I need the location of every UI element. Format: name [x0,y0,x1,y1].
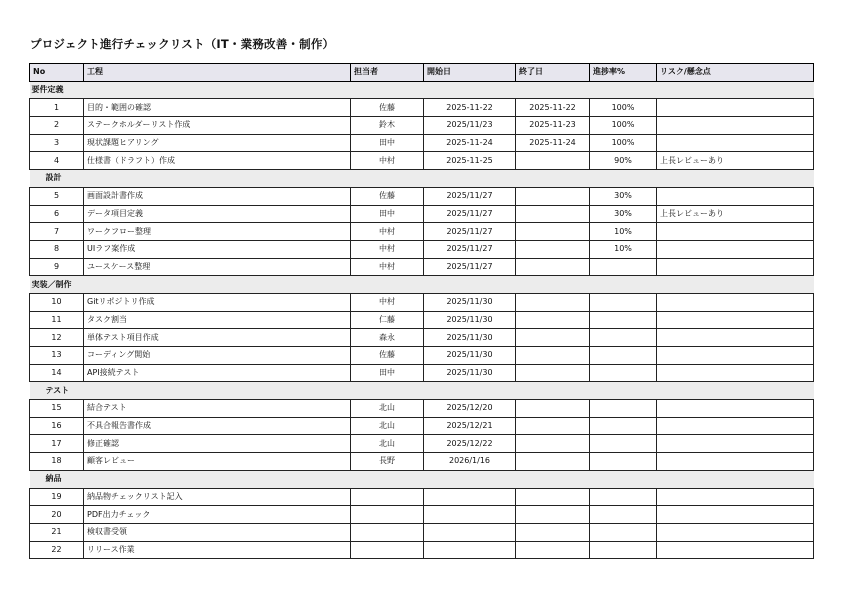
cell-progress[interactable] [590,488,657,506]
table-row [30,488,814,506]
cell-no[interactable]: 14 [30,364,84,382]
cell-progress[interactable] [590,311,657,329]
cell-start-date[interactable]: 2025/12/21 [424,417,516,435]
cell-end-date[interactable] [516,240,590,258]
cell-start-date[interactable]: 2025-11-25 [424,152,516,170]
cell-risk[interactable] [657,435,814,453]
cell-start-date[interactable] [424,488,516,506]
cell-risk[interactable] [657,506,814,524]
cell-end-date[interactable]: 2025-11-22 [516,99,590,117]
table-row [30,134,814,152]
cell-owner[interactable]: 仁藤 [351,311,424,329]
cell-start-date[interactable]: 2025/11/30 [424,364,516,382]
cell-task[interactable]: API接続テスト [84,364,351,382]
cell-risk[interactable] [657,417,814,435]
table-row [30,417,814,435]
cell-progress[interactable]: 30% [590,205,657,223]
cell-progress[interactable]: 10% [590,223,657,241]
table-row [30,364,814,382]
cell-risk[interactable] [657,223,814,241]
cell-task[interactable]: ワークフロー整理 [84,223,351,241]
cell-no[interactable]: 13 [30,347,84,365]
cell-risk[interactable] [657,99,814,117]
column-header-start-date[interactable]: 開始日 [424,64,516,82]
cell-no[interactable]: 6 [30,205,84,223]
table-row [30,435,814,453]
cell-no[interactable]: 5 [30,187,84,205]
cell-owner[interactable]: 中村 [351,152,424,170]
cell-task[interactable]: 単体テスト項目作成 [84,329,351,347]
cell-start-date[interactable] [424,506,516,524]
table-row [30,293,814,311]
cell-no[interactable]: 4 [30,152,84,170]
cell-progress[interactable]: 100% [590,99,657,117]
cell-progress[interactable] [590,258,657,276]
cell-owner[interactable]: 佐藤 [351,99,424,117]
cell-start-date[interactable]: 2025/12/20 [424,400,516,418]
column-header-risk[interactable]: リスク/懸念点 [657,64,814,82]
cell-risk[interactable] [657,364,814,382]
checklist-table [29,63,814,559]
section-title: 実装／制作 [30,276,814,294]
cell-no[interactable]: 22 [30,541,84,559]
cell-start-date[interactable]: 2026/1/16 [424,453,516,471]
cell-start-date[interactable] [424,523,516,541]
cell-progress[interactable]: 10% [590,240,657,258]
cell-owner[interactable] [351,541,424,559]
cell-no[interactable]: 12 [30,329,84,347]
cell-start-date[interactable]: 2025/11/27 [424,223,516,241]
table-row [30,541,814,559]
cell-risk[interactable] [657,453,814,471]
cell-risk[interactable] [657,293,814,311]
cell-owner[interactable]: 森永 [351,329,424,347]
column-header-progress[interactable]: 進捗率% [590,64,657,82]
cell-task[interactable]: タスク割当 [84,311,351,329]
cell-no[interactable]: 8 [30,240,84,258]
section-row [30,276,814,294]
cell-task[interactable]: 納品物チェックリスト記入 [84,488,351,506]
column-header-no[interactable]: No [30,64,84,82]
cell-owner[interactable]: 佐藤 [351,347,424,365]
cell-no[interactable]: 18 [30,453,84,471]
cell-end-date[interactable] [516,523,590,541]
cell-end-date[interactable] [516,364,590,382]
section-title: テスト [30,382,814,400]
cell-progress[interactable]: 100% [590,134,657,152]
cell-task[interactable]: 現状課題ヒアリング [84,134,351,152]
cell-owner[interactable] [351,523,424,541]
cell-risk[interactable] [657,240,814,258]
cell-no[interactable]: 7 [30,223,84,241]
cell-task[interactable]: 画面設計書作成 [84,187,351,205]
cell-owner[interactable]: 北山 [351,400,424,418]
table-row [30,258,814,276]
cell-risk[interactable] [657,400,814,418]
cell-owner[interactable] [351,506,424,524]
cell-no[interactable]: 19 [30,488,84,506]
page-title: プロジェクト進行チェックリスト（IT・業務改善・制作） [30,37,335,51]
cell-end-date[interactable] [516,293,590,311]
header-row [30,64,814,82]
cell-progress[interactable] [590,293,657,311]
cell-start-date[interactable]: 2025/11/27 [424,258,516,276]
cell-no[interactable]: 9 [30,258,84,276]
cell-start-date[interactable]: 2025/11/27 [424,240,516,258]
table-row [30,311,814,329]
column-header-end-date[interactable]: 終了日 [516,64,590,82]
cell-risk[interactable] [657,523,814,541]
cell-start-date[interactable]: 2025/11/30 [424,329,516,347]
table-row [30,117,814,135]
cell-no[interactable]: 15 [30,400,84,418]
cell-progress[interactable]: 90% [590,152,657,170]
cell-start-date[interactable] [424,541,516,559]
cell-owner[interactable]: 中村 [351,240,424,258]
cell-progress[interactable] [590,523,657,541]
table-row [30,400,814,418]
cell-progress[interactable] [590,506,657,524]
cell-end-date[interactable] [516,258,590,276]
cell-risk[interactable] [657,541,814,559]
cell-end-date[interactable]: 2025-11-23 [516,117,590,135]
cell-start-date[interactable]: 2025/11/27 [424,187,516,205]
cell-end-date[interactable] [516,329,590,347]
cell-no[interactable]: 20 [30,506,84,524]
cell-end-date[interactable] [516,400,590,418]
cell-start-date[interactable]: 2025/11/30 [424,311,516,329]
column-header-owner[interactable]: 担当者 [351,64,424,82]
table-row [30,187,814,205]
section-title: 納品 [30,470,814,488]
cell-progress[interactable] [590,400,657,418]
section-row [30,470,814,488]
cell-task[interactable]: 結合テスト [84,400,351,418]
cell-risk[interactable]: 上長レビューあり [657,205,814,223]
cell-task[interactable]: 不具合報告書作成 [84,417,351,435]
cell-risk[interactable] [657,134,814,152]
cell-risk[interactable] [657,347,814,365]
cell-end-date[interactable] [516,347,590,365]
table-row [30,240,814,258]
cell-start-date[interactable]: 2025/12/22 [424,435,516,453]
cell-end-date[interactable] [516,187,590,205]
column-header-task[interactable]: 工程 [84,64,351,82]
cell-end-date[interactable] [516,435,590,453]
cell-task[interactable]: 検収書受領 [84,523,351,541]
table-row [30,205,814,223]
cell-end-date[interactable] [516,205,590,223]
cell-end-date[interactable] [516,488,590,506]
cell-owner[interactable]: 中村 [351,223,424,241]
section-row [30,81,814,99]
cell-end-date[interactable] [516,417,590,435]
cell-no[interactable]: 21 [30,523,84,541]
cell-start-date[interactable]: 2025/11/30 [424,293,516,311]
cell-progress[interactable] [590,347,657,365]
cell-start-date[interactable]: 2025/11/23 [424,117,516,135]
cell-no[interactable]: 2 [30,117,84,135]
table-row [30,223,814,241]
table-row [30,329,814,347]
section-row [30,382,814,400]
cell-no[interactable]: 1 [30,99,84,117]
section-title: 要件定義 [30,81,814,99]
cell-owner[interactable]: 中村 [351,258,424,276]
cell-task[interactable]: 修正確認 [84,435,351,453]
cell-start-date[interactable]: 2025/11/30 [424,347,516,365]
cell-risk[interactable]: 上長レビューあり [657,152,814,170]
cell-no[interactable]: 17 [30,435,84,453]
cell-task[interactable]: 仕様書（ドラフト）作成 [84,152,351,170]
cell-task[interactable]: Gitリポジトリ作成 [84,293,351,311]
section-row [30,170,814,188]
cell-task[interactable]: ステークホルダーリスト作成 [84,117,351,135]
cell-end-date[interactable] [516,453,590,471]
cell-progress[interactable] [590,541,657,559]
section-title: 設計 [30,170,814,188]
cell-end-date[interactable]: 2025-11-24 [516,134,590,152]
cell-task[interactable]: 目的・範囲の確認 [84,99,351,117]
cell-task[interactable]: リリース作業 [84,541,351,559]
cell-no[interactable]: 3 [30,134,84,152]
table-row [30,347,814,365]
cell-start-date[interactable]: 2025/11/27 [424,205,516,223]
cell-owner[interactable]: 北山 [351,435,424,453]
cell-risk[interactable] [657,329,814,347]
table-row [30,152,814,170]
cell-end-date[interactable] [516,541,590,559]
cell-progress[interactable]: 100% [590,117,657,135]
cell-end-date[interactable] [516,223,590,241]
cell-owner[interactable]: 長野 [351,453,424,471]
cell-owner[interactable]: 田中 [351,364,424,382]
cell-risk[interactable] [657,187,814,205]
cell-progress[interactable] [590,329,657,347]
cell-owner[interactable]: 鈴木 [351,117,424,135]
table-row [30,523,814,541]
table-row [30,99,814,117]
cell-task[interactable]: PDF出力チェック [84,506,351,524]
cell-task[interactable]: データ項目定義 [84,205,351,223]
cell-no[interactable]: 10 [30,293,84,311]
cell-end-date[interactable] [516,506,590,524]
cell-start-date[interactable]: 2025-11-22 [424,99,516,117]
cell-progress[interactable] [590,364,657,382]
cell-risk[interactable] [657,488,814,506]
cell-risk[interactable] [657,117,814,135]
cell-start-date[interactable]: 2025-11-24 [424,134,516,152]
cell-risk[interactable] [657,311,814,329]
cell-task[interactable]: 顧客レビュー [84,453,351,471]
cell-progress[interactable]: 30% [590,187,657,205]
cell-task[interactable]: コーディング開始 [84,347,351,365]
cell-end-date[interactable] [516,152,590,170]
cell-owner[interactable] [351,488,424,506]
table-row [30,506,814,524]
table-row [30,453,814,471]
cell-no[interactable]: 16 [30,417,84,435]
cell-no[interactable]: 11 [30,311,84,329]
cell-task[interactable]: ユースケース整理 [84,258,351,276]
cell-owner[interactable]: 田中 [351,205,424,223]
cell-owner[interactable]: 北山 [351,417,424,435]
cell-progress[interactable] [590,453,657,471]
cell-task[interactable]: UIラフ案作成 [84,240,351,258]
cell-end-date[interactable] [516,311,590,329]
cell-owner[interactable]: 佐藤 [351,187,424,205]
cell-owner[interactable]: 田中 [351,134,424,152]
cell-owner[interactable]: 中村 [351,293,424,311]
cell-progress[interactable] [590,435,657,453]
cell-progress[interactable] [590,417,657,435]
cell-risk[interactable] [657,258,814,276]
